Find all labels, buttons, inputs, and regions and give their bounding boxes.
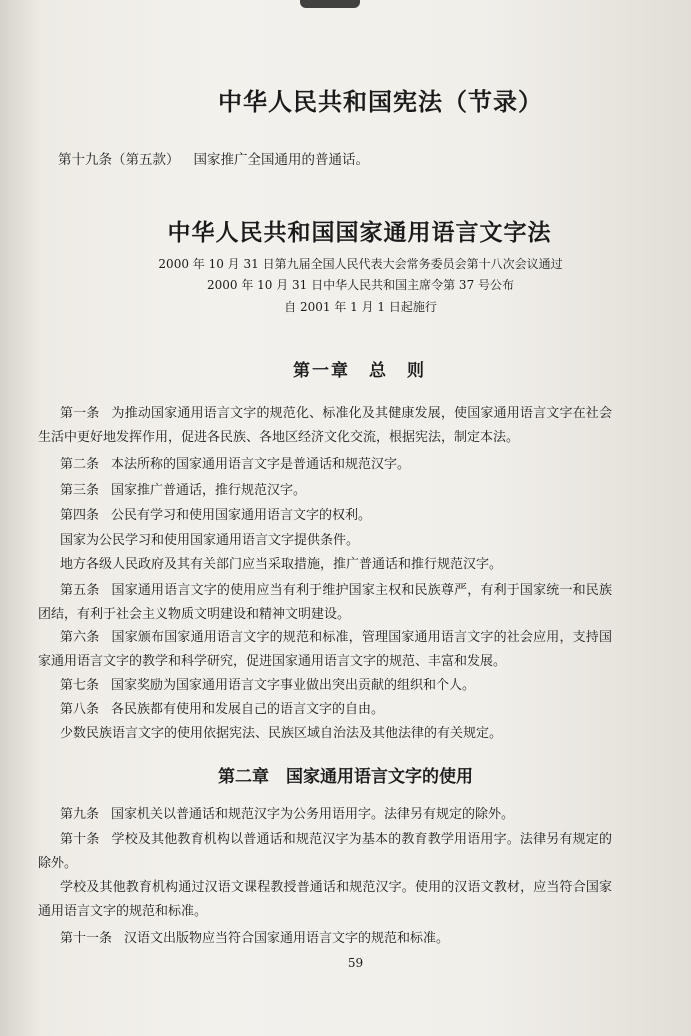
page-number: 59 (347, 956, 364, 970)
article-label: 第十条 (60, 832, 100, 847)
article-text: 国家推广普通话，推行规范汉字。 (111, 483, 307, 498)
article-text: 本法所称的国家通用语言文字是普通话和规范汉字。 (111, 457, 411, 472)
article-text: 学校及其他教育机构以普通话和规范汉字为基本的教育教学用语用字。法律另有规定的除外。 (38, 832, 612, 871)
article-label: 第三条 (60, 483, 100, 498)
article-4-paragraph-3: 地方各级人民政府及其有关部门应当采取措施，推广普通话和推行规范汉字。 (60, 557, 503, 572)
article-3 (38, 479, 612, 503)
article-8 (38, 698, 612, 722)
article-1 (38, 402, 612, 450)
chapter-2-title: 第二章 国家通用语言文字的使用 (218, 767, 473, 787)
article-7 (38, 674, 612, 698)
law-promulgation-line: 2000 年 10 月 31 日中华人民共和国主席令第 37 号公布 (206, 278, 515, 292)
article-label: 第六条 (60, 630, 100, 645)
article-label: 第五条 (60, 583, 100, 598)
law-adoption-line: 2000 年 10 月 31 日第九届全国人民代表大会常务委员会第十八次会议通过 (158, 257, 563, 271)
law-title: 中华人民共和国国家通用语言文字法 (167, 220, 552, 246)
constitution-article-19 (58, 148, 369, 168)
article-text: 国家颁布国家通用语言文字的规范和标准，管理国家通用语言文字的社会应用，支持国家通用语言文字的教学和科学研究，促进国家通用语言文字的规范、丰富和发展。 (38, 630, 612, 669)
article-label: 第十九条（第五款） (58, 152, 180, 168)
article-4-paragraph-2: 国家为公民学习和使用国家通用语言文字提供条件。 (60, 533, 360, 548)
article-label: 第七条 (60, 678, 100, 693)
article-label: 第八条 (60, 702, 100, 717)
article-label: 第九条 (60, 807, 100, 822)
article-10 (38, 828, 612, 876)
article-text: 国家机关以普通话和规范汉字为公务用语用字。法律另有规定的除外。 (111, 807, 515, 822)
article-label: 第十一条 (60, 931, 113, 946)
article-11 (38, 927, 612, 951)
article-text: 汉语文出版物应当符合国家通用语言文字的规范和标准。 (124, 931, 450, 946)
article-text: 公民有学习和使用国家通用语言文字的权利。 (111, 508, 372, 523)
article-10-paragraph-2: 学校及其他教育机构通过汉语文课程教授普通话和规范汉字。使用的汉语文教材，应当符合国家通用语言文字的规范和标准。 (38, 880, 612, 919)
article-6 (38, 626, 612, 674)
article-text: 国家推广全国通用的普通话。 (193, 152, 369, 168)
article-label: 第二条 (60, 457, 100, 472)
chapter-1-title: 第一章 总 则 (293, 361, 426, 381)
article-5 (38, 579, 612, 627)
article-2 (38, 453, 612, 477)
law-effective-line: 自 2001 年 1 月 1 日起施行 (284, 300, 437, 314)
article-text: 各民族都有使用和发展自己的语言文字的自由。 (111, 702, 385, 717)
article-8-paragraph-2: 少数民族语言文字的使用依据宪法、民族区域自治法及其他法律的有关规定。 (60, 726, 503, 741)
article-label: 第一条 (60, 406, 100, 421)
article-label: 第四条 (60, 508, 100, 523)
article-text: 国家通用语言文字的使用应当有利于维护国家主权和民族尊严，有利于国家统一和民族团结，有利于社会主义物质文明建设和精神文明建设。 (38, 583, 612, 622)
binder-tab (300, 0, 360, 8)
article-4 (38, 504, 612, 528)
article-text: 为推动国家通用语言文字的规范化、标准化及其健康发展，使国家通用语言文字在社会生活中更好地发挥作用，促进各民族、各地区经济文化交流，根据宪法，制定本法。 (38, 406, 612, 445)
article-text: 国家奖励为国家通用语言文字事业做出突出贡献的组织和个人。 (111, 678, 476, 693)
article-9 (38, 803, 612, 827)
constitution-title: 中华人民共和国宪法（节录） (218, 88, 543, 116)
